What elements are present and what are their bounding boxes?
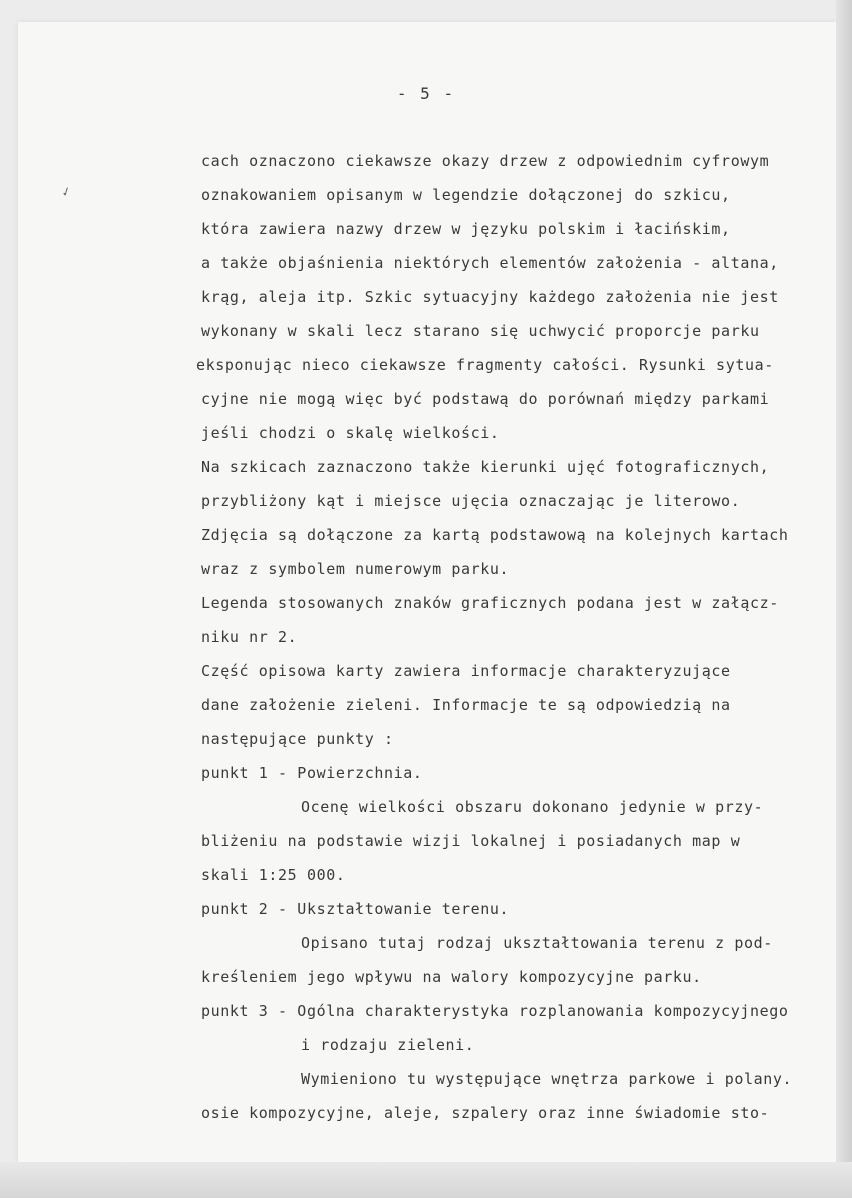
text-line: cach oznaczono ciekawsze okazy drzew z odpowiednim cyfrowym (201, 152, 770, 170)
text-line: dane założenie zieleni. Informacje te są odpowiedzią na (201, 696, 731, 714)
scan-edge-bottom (0, 1162, 852, 1198)
text-line: punkt 3 - Ogólna charakterystyka rozplanowania kompozycyjnego (201, 1002, 789, 1020)
text-line: niku nr 2. (201, 628, 298, 646)
text-line: Część opisowa karty zawiera informacje charakteryzujące (201, 662, 731, 680)
text-line: osie kompozycyjne, aleje, szpalery oraz inne świadomie sto- (201, 1104, 770, 1122)
text-line: oznakowaniem opisanym w legendzie dołączonej do szkicu, (201, 186, 731, 204)
text-line: Wymieniono tu występujące wnętrza parkowe i polany. (301, 1070, 793, 1088)
text-line: Na szkicach zaznaczono także kierunki ujęć fotograficznych, (201, 458, 770, 476)
text-line: Legenda stosowanych znaków graficznych podana jest w załącz- (201, 594, 779, 612)
text-line: wraz z symbolem numerowym parku. (201, 560, 510, 578)
text-line: Ocenę wielkości obszaru dokonano jedynie w przy- (301, 798, 764, 816)
text-line: Opisano tutaj rodzaj ukształtowania terenu z pod- (301, 934, 773, 952)
text-line: eksponując nieco ciekawsze fragmenty całości. Rysunki sytua- (196, 356, 774, 374)
text-line: cyjne nie mogą więc być podstawą do porównań między parkami (201, 390, 770, 408)
text-line: jeśli chodzi o skalę wielkości. (201, 424, 500, 442)
text-line: która zawiera nazwy drzew w języku polskim i łacińskim, (201, 220, 731, 238)
text-line: skali 1:25 000. (201, 866, 346, 884)
page-number: - 5 - (396, 84, 456, 103)
text-line: Zdjęcia są dołączone za kartą podstawową na kolejnych kartach (201, 526, 789, 544)
scan-edge-right (836, 0, 852, 1198)
text-line: krąg, aleja itp. Szkic sytuacyjny każdego założenia nie jest (201, 288, 779, 306)
text-line: punkt 2 - Ukształtowanie terenu. (201, 900, 510, 918)
text-line: bliżeniu na podstawie wizji lokalnej i posiadanych map w (201, 832, 741, 850)
text-line: a także objaśnienia niektórych elementów założenia - altana, (201, 254, 779, 272)
text-line: kreśleniem jego wpływu na walory kompozycyjne parku. (201, 968, 702, 986)
text-line: przybliżony kąt i miejsce ujęcia oznaczając je literowo. (201, 492, 741, 510)
text-line: i rodzaju zieleni. (301, 1036, 475, 1054)
text-line: następujące punkty : (201, 730, 394, 748)
margin-mark: ✓ (59, 183, 73, 201)
text-line: punkt 1 - Powierzchnia. (201, 764, 423, 782)
text-line: wykonany w skali lecz starano się uchwycić proporcje parku (201, 322, 760, 340)
